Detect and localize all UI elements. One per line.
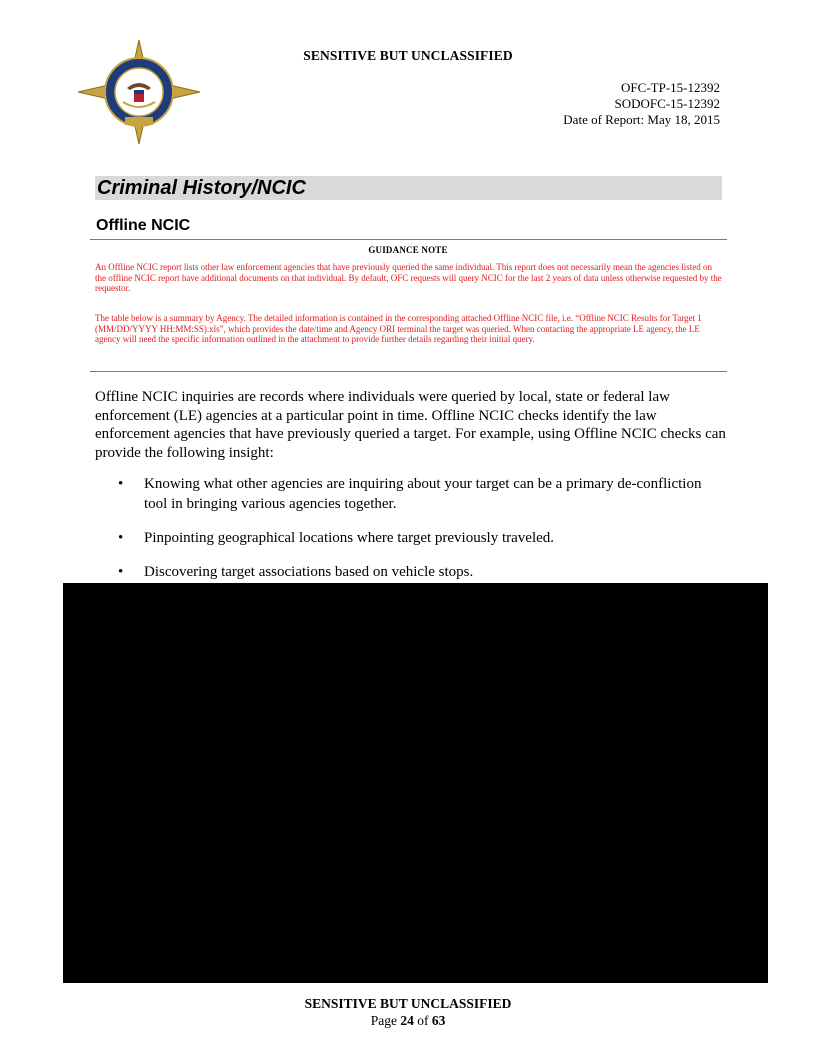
guidance-divider-bottom <box>90 371 727 372</box>
report-number-primary: OFC-TP-15-12392 <box>621 80 720 95</box>
list-item <box>95 562 727 582</box>
list-item <box>95 474 727 514</box>
page-prefix: Page <box>370 1013 401 1028</box>
bullet-icon: • <box>118 476 124 492</box>
guidance-note-heading: GUIDANCE NOTE <box>368 245 448 255</box>
classification-banner-top: SENSITIVE BUT UNCLASSIFIED <box>303 48 513 63</box>
intro-paragraph: Offline NCIC inquiries are records where individuals were queried by local, state or federal law enforcement (LE) agencies at a particular point in time. Offline NCIC checks identify the law enforcement agencies that have previously queried a target. For example, using Offline NCIC checks can provide the following insight: <box>95 389 726 461</box>
page-total: 63 <box>431 1013 446 1028</box>
section-title: Criminal History/NCIC <box>97 177 306 199</box>
list-item <box>95 528 727 548</box>
list-item-text: Knowing what other agencies are inquiring about your target can be a primary de-confliction tool in bringing various agencies together. <box>144 476 702 512</box>
page-of: of <box>413 1013 432 1028</box>
report-date: Date of Report: May 18, 2015 <box>563 112 720 127</box>
report-metadata <box>563 80 720 128</box>
report-number-secondary: SODOFC-15-12392 <box>614 96 720 111</box>
list-item-text: Pinpointing geographical locations where target previously traveled. <box>144 530 555 546</box>
classification-banner-bottom: SENSITIVE BUT UNCLASSIFIED <box>304 996 512 1011</box>
subsection-title: Offline NCIC <box>96 217 191 234</box>
page-number <box>0 1013 816 1029</box>
section-heading-bar <box>95 176 722 200</box>
redacted-block <box>63 583 768 983</box>
agency-seal-logo <box>78 40 200 144</box>
bullet-icon: • <box>118 564 124 580</box>
guidance-note-paragraph: An Offline NCIC report lists other law enforcement agencies that have previously queried the same individual. This report does not necessarily mean the agencies listed on the offline NCIC report have additional documents on that individual. By default, OFC requests will query NCIC for the last 2 years of data unless otherwise requested by the requestor. <box>95 262 722 294</box>
guidance-divider-top <box>90 239 727 240</box>
insight-list <box>95 474 727 596</box>
list-item-text: Discovering target associations based on vehicle stops. <box>144 564 474 580</box>
page-current: 24 <box>400 1013 414 1028</box>
guidance-note-paragraph: The table below is a summary by Agency. The detailed information is contained in the corresponding attached Offline NCIC file, i.e. “Offline NCIC Results for Target 1 (MM/DD/YYYY HH:MM:SS).xls”, which provides the date/time and Agency ORI terminal the target was queried. When contacting the appropriate LE agency, the LE agency will need the specific information outlined in the attachment to provide further details regarding their initial query. <box>95 313 702 345</box>
bullet-icon: • <box>118 530 124 546</box>
